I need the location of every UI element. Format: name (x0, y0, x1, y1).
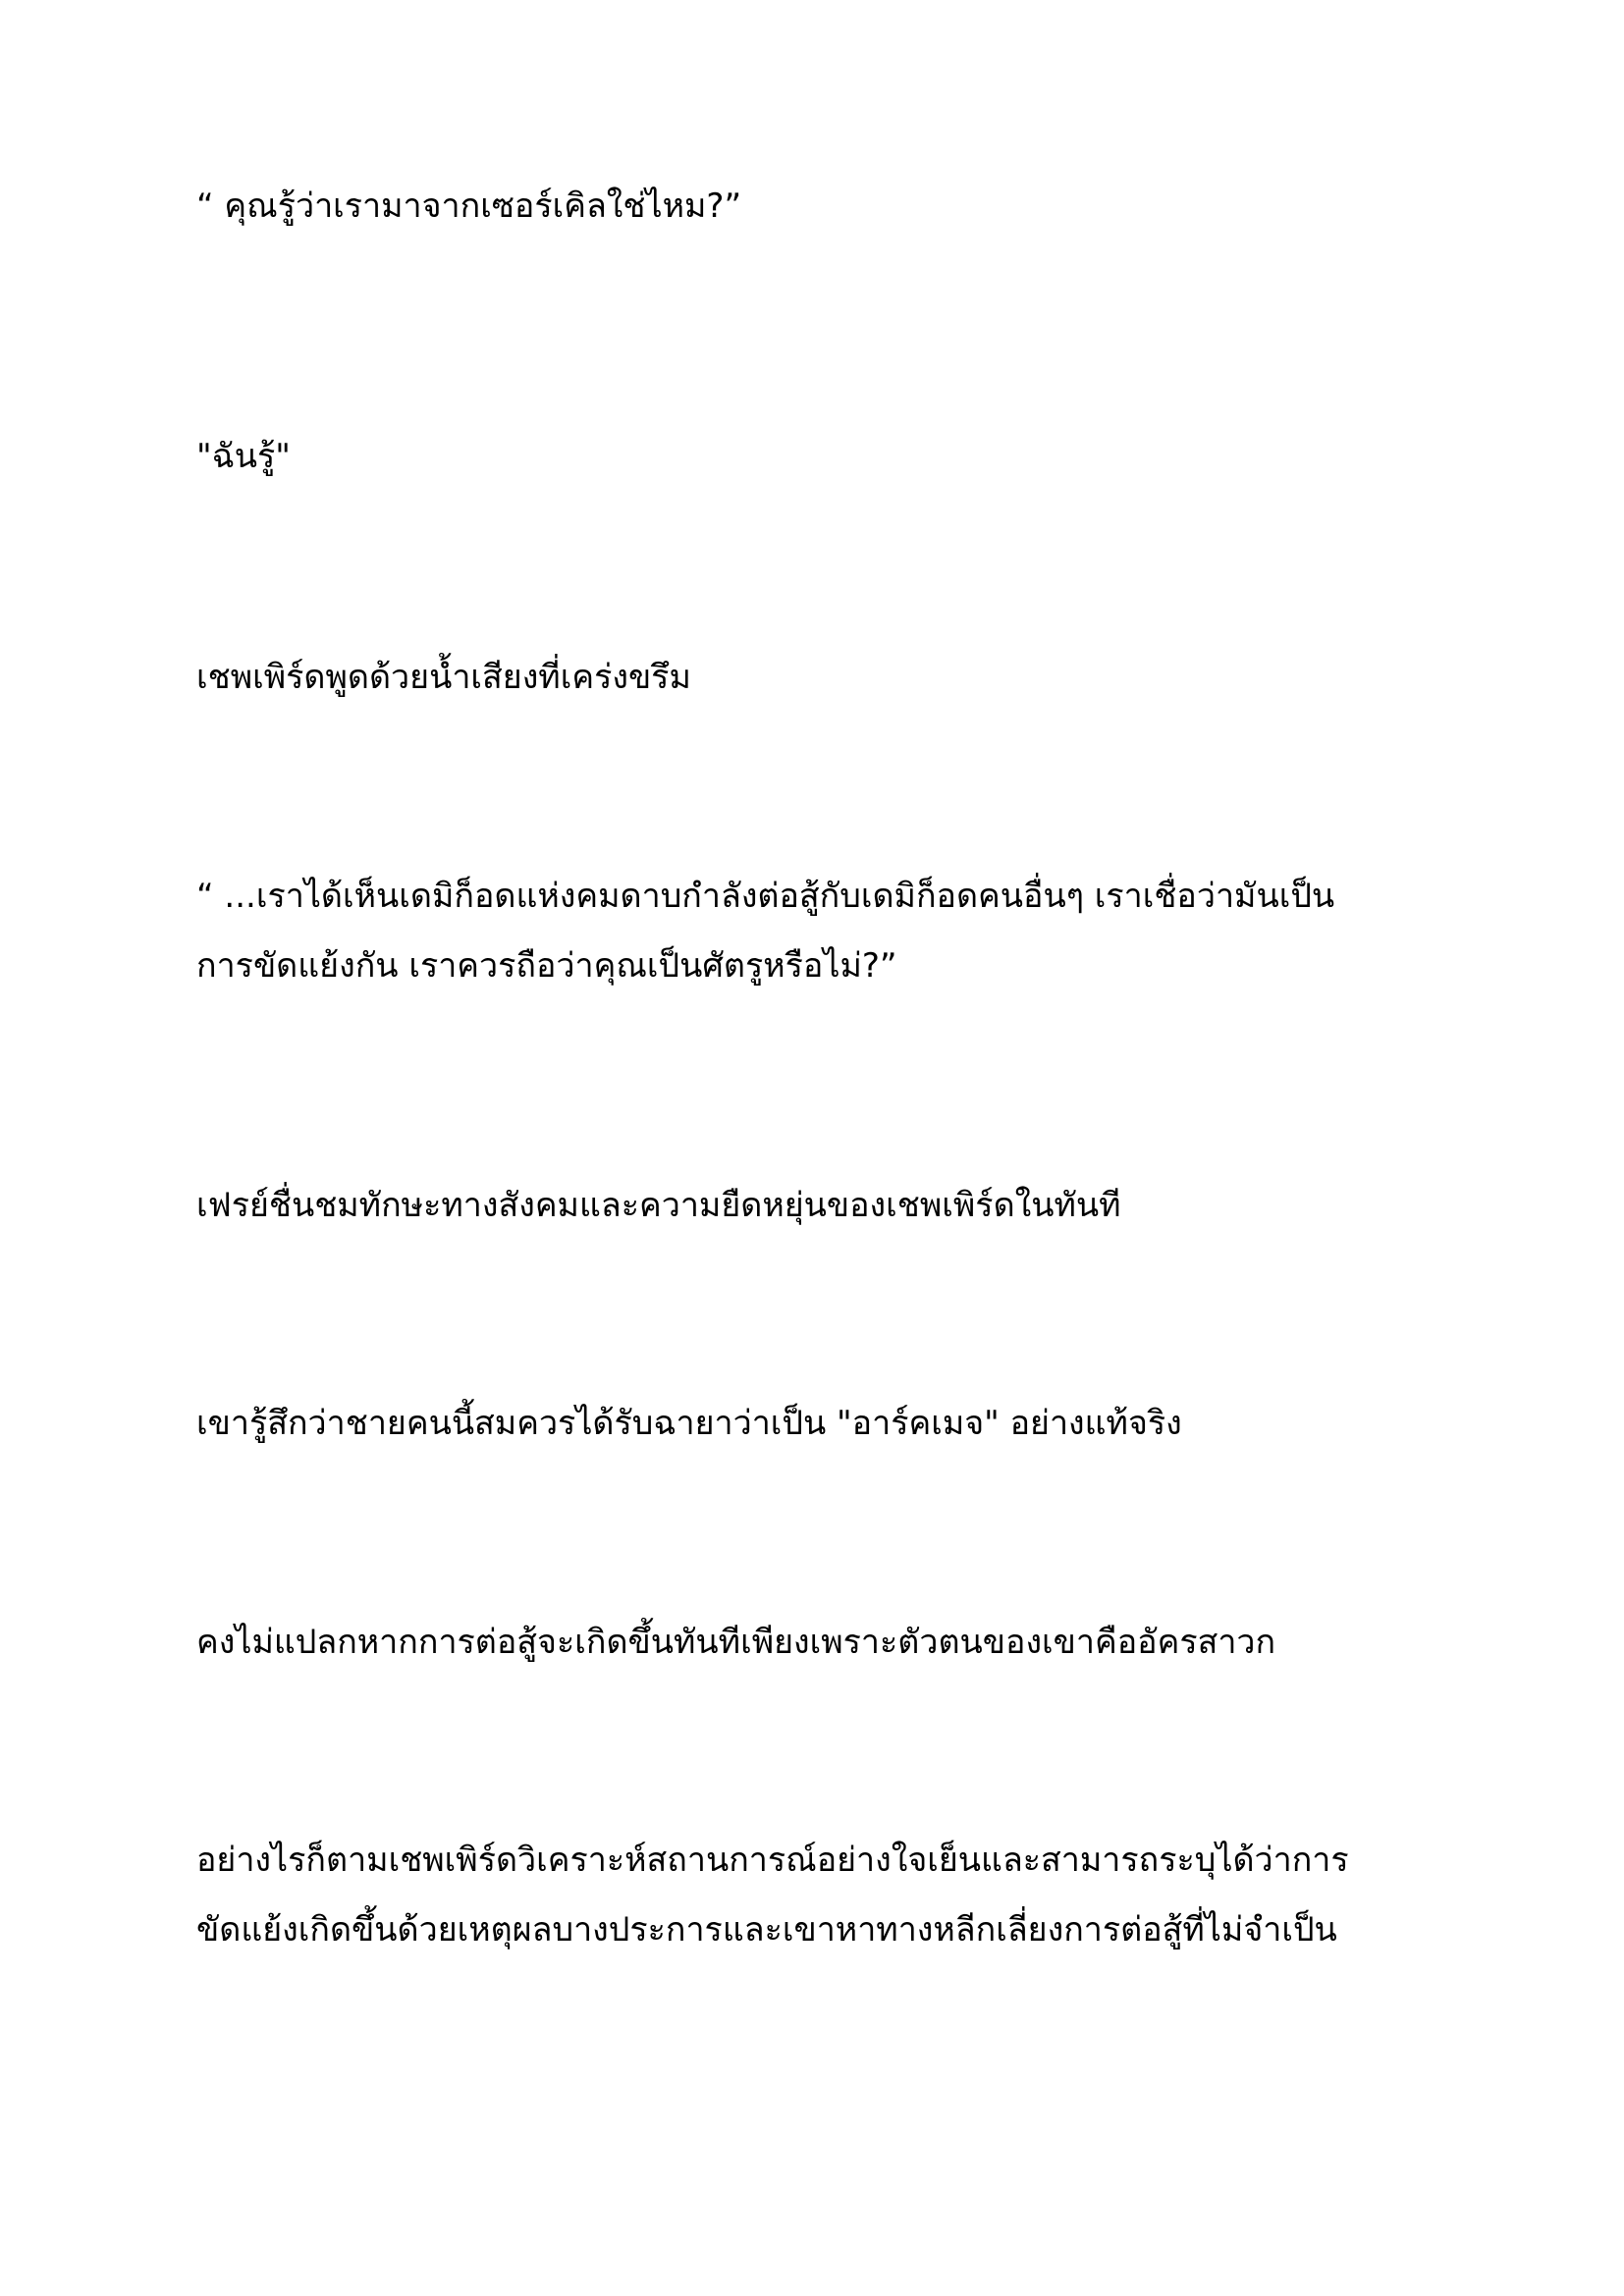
text-line: คงไม่แปลกหากการต่อสู้จะเกิดขึ้นทันทีเพียงเพราะตัวตนของเขาคืออัครสาวก (196, 1623, 1276, 1662)
text-line: “ คุณรู้ว่าเรามาจากเซอร์เคิลใช่ไหม?” (196, 187, 742, 226)
text-line: การขัดแย้งกัน เราควรถือว่าคุณเป็นศัตรูหรือไม่?” (196, 946, 897, 986)
paragraph-archmage (196, 1389, 1434, 1459)
paragraph-shepherd-solemn (196, 643, 1434, 713)
paragraph-apostle (196, 1608, 1434, 1678)
text-line: ขัดแย้งเกิดขึ้นด้วยเหตุผลบางประการและเขาหาทางหลีกเลี่ยงการต่อสู้ที่ไม่จำเป็น (196, 1910, 1337, 1949)
text-line: "ฉันรู้" (196, 437, 291, 476)
paragraph-demigod-conflict (196, 862, 1434, 1001)
text-line: อย่างไรก็ตามเชพเพิร์ดวิเคราะห์สถานการณ์อย่างใจเย็นและสามารถระบุได้ว่าการ (196, 1841, 1349, 1880)
text-line: เฟรย์ชื่นชมทักษะทางสังคมและความยืดหยุ่นของเชพเพิร์ดในทันที (196, 1186, 1121, 1225)
paragraph-frey-admires (196, 1171, 1434, 1241)
paragraph-circle-question (196, 172, 1434, 241)
text-line: เขารู้สึกว่าชายคนนี้สมควรได้รับฉายาว่าเป็น "อาร์คเมจ" อย่างแท้จริง (196, 1404, 1182, 1443)
text-line: เชพเพิร์ดพูดด้วยน้ำเสียงที่เคร่งขรึม (196, 658, 691, 697)
text-line: “ ...เราได้เห็นเดมิก็อดแห่งคมดาบกำลังต่อสู้กับเดมิก็อดคนอื่นๆ เราเชื่อว่ามันเป็น (196, 877, 1335, 916)
paragraph-i-know (196, 422, 1434, 492)
paragraph-shepherd-analysis (196, 1826, 1434, 1965)
